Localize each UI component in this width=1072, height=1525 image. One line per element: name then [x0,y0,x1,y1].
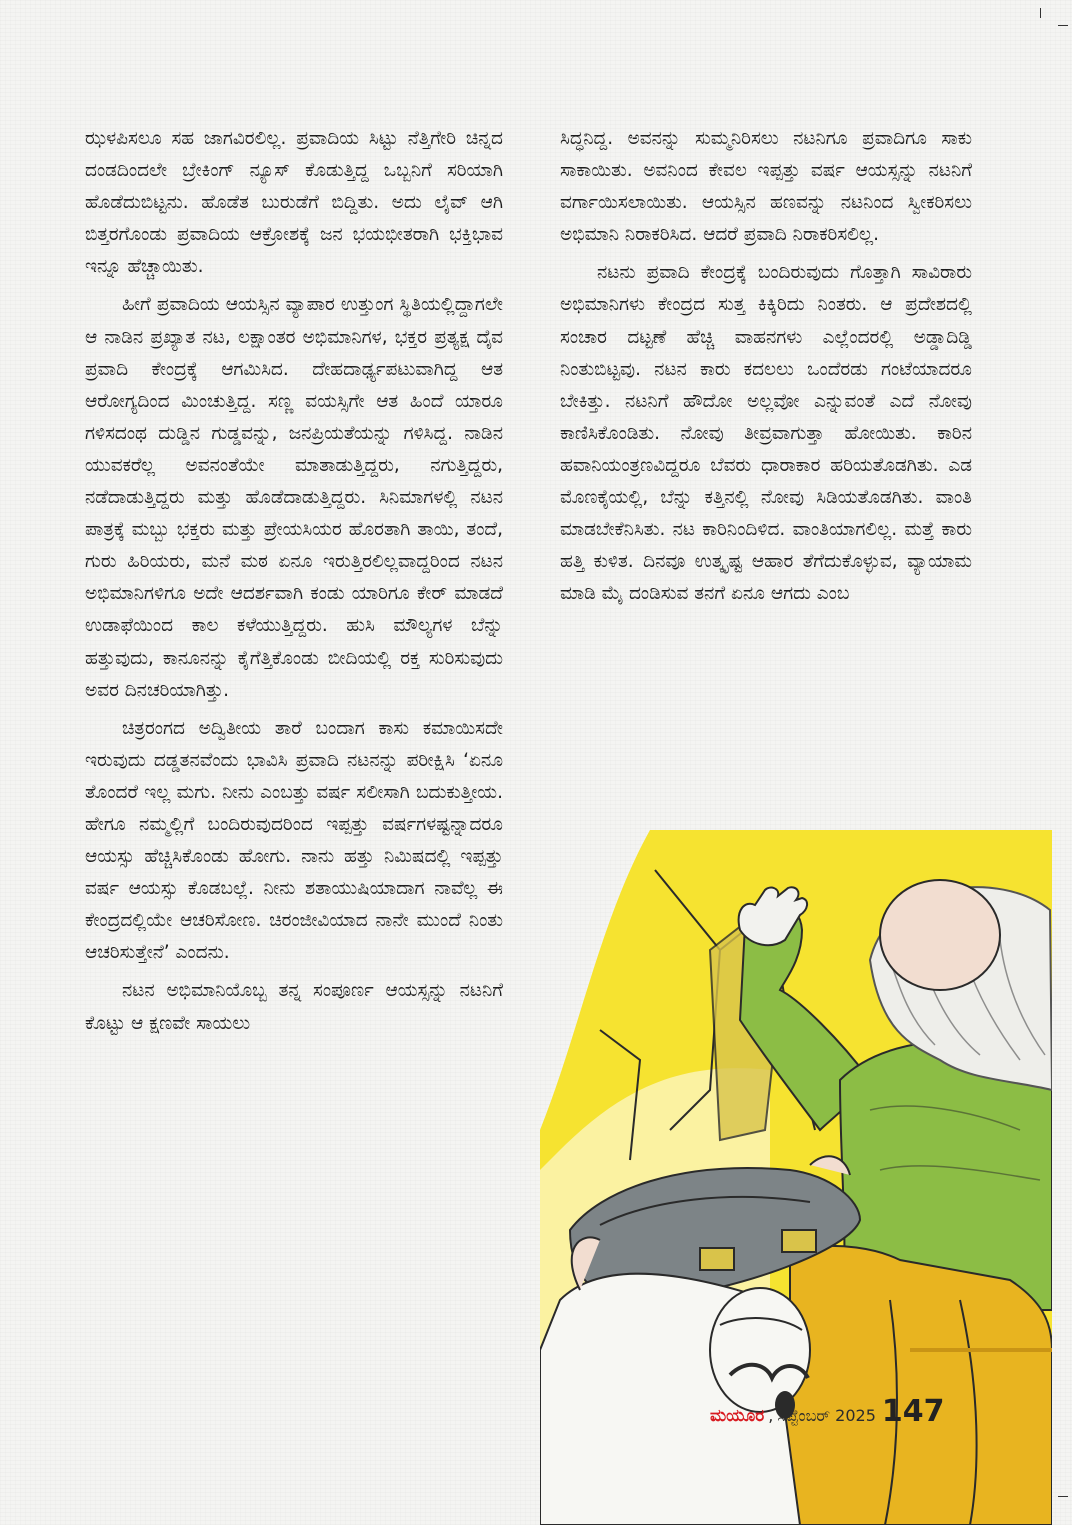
crop-mark [1058,1496,1068,1497]
paragraph: ನಟನ ಅಭಿಮಾನಿಯೊಬ್ಬ ತನ್ನ ಸಂಪೂರ್ಣ ಆಯಸ್ಸನ್ನು ನಟನಿಗೆ ಕೊಟ್ಟು ಆ ಕ್ಷಣವೇ ಸಾಯಲು [85,980,503,1034]
crop-mark [1040,8,1041,18]
article-right-column [560,123,972,610]
golden-chair [773,1246,1052,1525]
paragraph: ಚಿತ್ರರಂಗದ ಅದ್ವಿತೀಯ ತಾರೆ ಬಂದಾಗ ಕಾಸು ಕಮಾಯಿಸದೇ ಇರುವುದು ದಡ್ಡತನವೆಂದು ಭಾವಿಸಿ ಪ್ರವಾದಿ ನಟನನ್ನು ಪರೀಕ್ಷಿಸಿ ‘ಏನೂ ತೊಂದರೆ ಇಲ್ಲ ಮಗು. ನೀನು ಎಂಬತ್ತು ವರ್ಷ ಸಲೀಸಾಗಿ ಬದುಕುತ್ತೀಯ. ಹೇಗೂ ನಮ್ಮಲ್ಲಿಗೆ ಬಂದಿರುವುದರಿಂದ ಇಪ್ಪತ್ತು ವರ್ಷಗಳಷ್ಟನ್ನಾದರೂ ಆಯಸ್ಸು ಹೆಚ್ಚಿಸಿಕೊಂಡು ಹೋಗು. ನಾನು ಹತ್ತು ನಿಮಿಷದಲ್ಲಿ ಇಪ್ಪತ್ತು ವರ್ಷ ಆಯಸ್ಸು ಕೊಡಬಲ್ಲೆ. ನೀನು ಶತಾಯುಷಿಯಾದಾಗ ನಾವೆಲ್ಲ ಈ ಕೇಂದ್ರದಲ್ಲಿಯೇ ಆಚರಿಸೋಣ. ಚಿರಂಜೀವಿಯಾದ ನಾನೇ ಮುಂದೆ ನಿಂತು ಆಚರಿಸುತ್ತೇನೆ’ ಎಂದನು. [85,717,503,964]
prophet-head [880,880,1000,990]
crop-mark [1058,25,1068,26]
paragraph: ಸಿದ್ಧನಿದ್ದ. ಅವನನ್ನು ಸುಮ್ಮನಿರಿಸಲು ನಟನಿಗೂ ಪ್ರವಾದಿಗೂ ಸಾಕು ಸಾಕಾಯಿತು. ಅವನಿಂದ ಕೇವಲ ಇಪ್ಪತ್ತು ವರ್ಷ ಆಯಸ್ಸನ್ನು ನಟನಿಗೆ ವರ್ಗಾಯಿಸಲಾಯಿತು. ಆಯಸ್ಸಿನ ಹಣವನ್ನು ನಟನಿಂದ ಸ್ವೀಕರಿಸಲು ಅಭಿಮಾನಿ ನಿರಾಕರಿಸಿದ. ಆದರೆ ಪ್ರವಾದಿ ನಿರಾಕರಿಸಲಿಲ್ಲ. [560,128,972,246]
briefcase-lock [700,1248,734,1270]
briefcase-lock [782,1230,816,1252]
paragraph: ಹೀಗೆ ಪ್ರವಾದಿಯ ಆಯಸ್ಸಿನ ವ್ಯಾಪಾರ ಉತ್ತುಂಗ ಸ್ಥಿತಿಯಲ್ಲಿದ್ದಾಗಲೇ ಆ ನಾಡಿನ ಪ್ರಖ್ಯಾತ ನಟ, ಲಕ್ಷಾಂತರ ಅಭಿಮಾನಿಗಳ, ಭಕ್ತರ ಪ್ರತ್ಯಕ್ಷ ದೈವ ಪ್ರವಾದಿ ಕೇಂದ್ರಕ್ಕೆ ಆಗಮಿಸಿದ. ದೇಹದಾರ್ಢ್ಯಪಟುವಾಗಿದ್ದ ಆತ ಆರೋಗ್ಯದಿಂದ ಮಿಂಚುತ್ತಿದ್ದ. ಸಣ್ಣ ವಯಸ್ಸಿಗೇ ಆತ ಹಿಂದೆ ಯಾರೂ ಗಳಿಸದಂಥ ದುಡ್ಡಿನ ಗುಡ್ಡವನ್ನು, ಜನಪ್ರಿಯತೆಯನ್ನು ಗಳಿಸಿದ್ದ. ನಾಡಿನ ಯುವಕರೆಲ್ಲ ಅವನಂತೆಯೇ ಮಾತಾಡುತ್ತಿದ್ದರು, ನಗುತ್ತಿದ್ದರು, ನಡೆದಾಡುತ್ತಿದ್ದರು ಮತ್ತು ಹೊಡೆದಾಡುತ್ತಿದ್ದರು. ಸಿನಿಮಾಗಳಲ್ಲಿ ನಟನ ಪಾತ್ರಕ್ಕೆ ಮಬ್ಬು ಭಕ್ತರು ಮತ್ತು ಪ್ರೇಯಸಿಯರ ಹೊರತಾಗಿ ತಾಯಿ, ತಂದೆ, ಗುರು ಹಿರಿಯರು, ಮನೆ ಮಠ ಏನೂ ಇರುತ್ತಿರಲಿಲ್ಲವಾದ್ದರಿಂದ ನಟನ ಅಭಿಮಾನಿಗಳಿಗೂ ಅದೇ ಆದರ್ಶವಾಗಿ ಕಂಡು ಯಾರಿಗೂ ಕೇರ್ ಮಾಡದೆ ಉಡಾಫೆಯಿಂದ ಕಾಲ ಕಳೆಯುತ್ತಿದ್ದರು. ಹುಸಿ ಮೌಲ್ಯಗಳ ಬೆನ್ನು ಹತ್ತುವುದು, ಕಾನೂನನ್ನು ಕೈಗೆತ್ತಿಕೊಂಡು ಬೀದಿಯಲ್ಲಿ ರಕ್ತ ಸುರಿಸುವುದು ಅವರ ದಿನಚರಿಯಾಗಿತ್ತು. [85,294,503,701]
paragraph: ಝಳಪಿಸಲೂ ಸಹ ಜಾಗವಿರಲಿಲ್ಲ. ಪ್ರವಾದಿಯ ಸಿಟ್ಟು ನೆತ್ತಿಗೇರಿ ಚಿನ್ನದ ದಂಡದಿಂದಲೇ ಬ್ರೇಕಿಂಗ್ ನ್ಯೂಸ್ ಕೊಡುತ್ತಿದ್ದ ಒಬ್ಬನಿಗೆ ಸರಿಯಾಗಿ ಹೊಡೆದುಬಿಟ್ಟನು. ಹೊಡೆತ ಬುರುಡೆಗೆ ಬಿದ್ದಿತು. ಅದು ಲೈವ್ ಆಗಿ ಬಿತ್ತರಗೊಂಡು ಪ್ರವಾದಿಯ ಆಕ್ರೋಶಕ್ಕೆ ಜನ ಭಯಭೀತರಾಗಿ ಭಕ್ತಿಭಾವ ಇನ್ನೂ ಹೆಚ್ಚಾಯಿತು. [85,128,503,278]
page-number: 147 [881,1394,945,1429]
article-left-column [85,123,503,1040]
paragraph: ನಟನು ಪ್ರವಾದಿ ಕೇಂದ್ರಕ್ಕೆ ಬಂದಿರುವುದು ಗೊತ್ತಾಗಿ ಸಾವಿರಾರು ಅಭಿಮಾನಿಗಳು ಕೇಂದ್ರದ ಸುತ್ತ ಕಿಕ್ಕಿರಿದು ನಿಂತರು. ಆ ಪ್ರದೇಶದಲ್ಲಿ ಸಂಚಾರ ದಟ್ಟಣೆ ಹೆಚ್ಚಿ ವಾಹನಗಳು ಎಲ್ಲೆಂದರಲ್ಲಿ ಅಡ್ಡಾದಿಡ್ಡಿ ನಿಂತುಬಿಟ್ಟವು. ನಟನ ಕಾರು ಕದಲಲು ಒಂದೆರಡು ಗಂಟೆಯಾದರೂ ಬೇಕಿತ್ತು. ನಟನಿಗೆ ಹೌದೋ ಅಲ್ಲವೋ ಎನ್ನುವಂತೆ ಎದೆ ನೋವು ಕಾಣಿಸಿಕೊಂಡಿತು. ನೋವು ತೀವ್ರವಾಗುತ್ತಾ ಹೋಯಿತು. ಕಾರಿನ ಹವಾನಿಯಂತ್ರಣವಿದ್ದರೂ ಬೆವರು ಧಾರಾಕಾರ ಹರಿಯತೊಡಗಿತು. ಎಡ ಮೊಣಕೈಯಲ್ಲಿ, ಬೆನ್ನು ಕತ್ತಿನಲ್ಲಿ ನೋವು ಸಿಡಿಯತೊಡಗಿತು. ವಾಂತಿ ಮಾಡಬೇಕೆನಿಸಿತು. ನಟ ಕಾರಿನಿಂದಿಳಿದ. ವಾಂತಿಯಾಗಲಿಲ್ಲ. ಮತ್ತೆ ಕಾರು ಹತ್ತಿ ಕುಳಿತ. ದಿನವೂ ಉತ್ಕೃಷ್ಟ ಆಹಾರ ತೆಗೆದುಕೊಳ್ಳುವ, ವ್ಯಾಯಾಮ ಮಾಡಿ ಮೈ ದಂಡಿಸುವ ತನಗೆ ಏನೂ ಆಗದು ಎಂಬ [560,262,972,605]
issue-date: ಸೆಪ್ಟೆಂಬರ್ 2025 [777,1406,876,1425]
magazine-name: ಮಯೂರ [710,1406,765,1426]
page-footer: ಮಯೂರ , ಸೆಪ್ಟೆಂಬರ್ 2025 147 [710,1394,945,1429]
